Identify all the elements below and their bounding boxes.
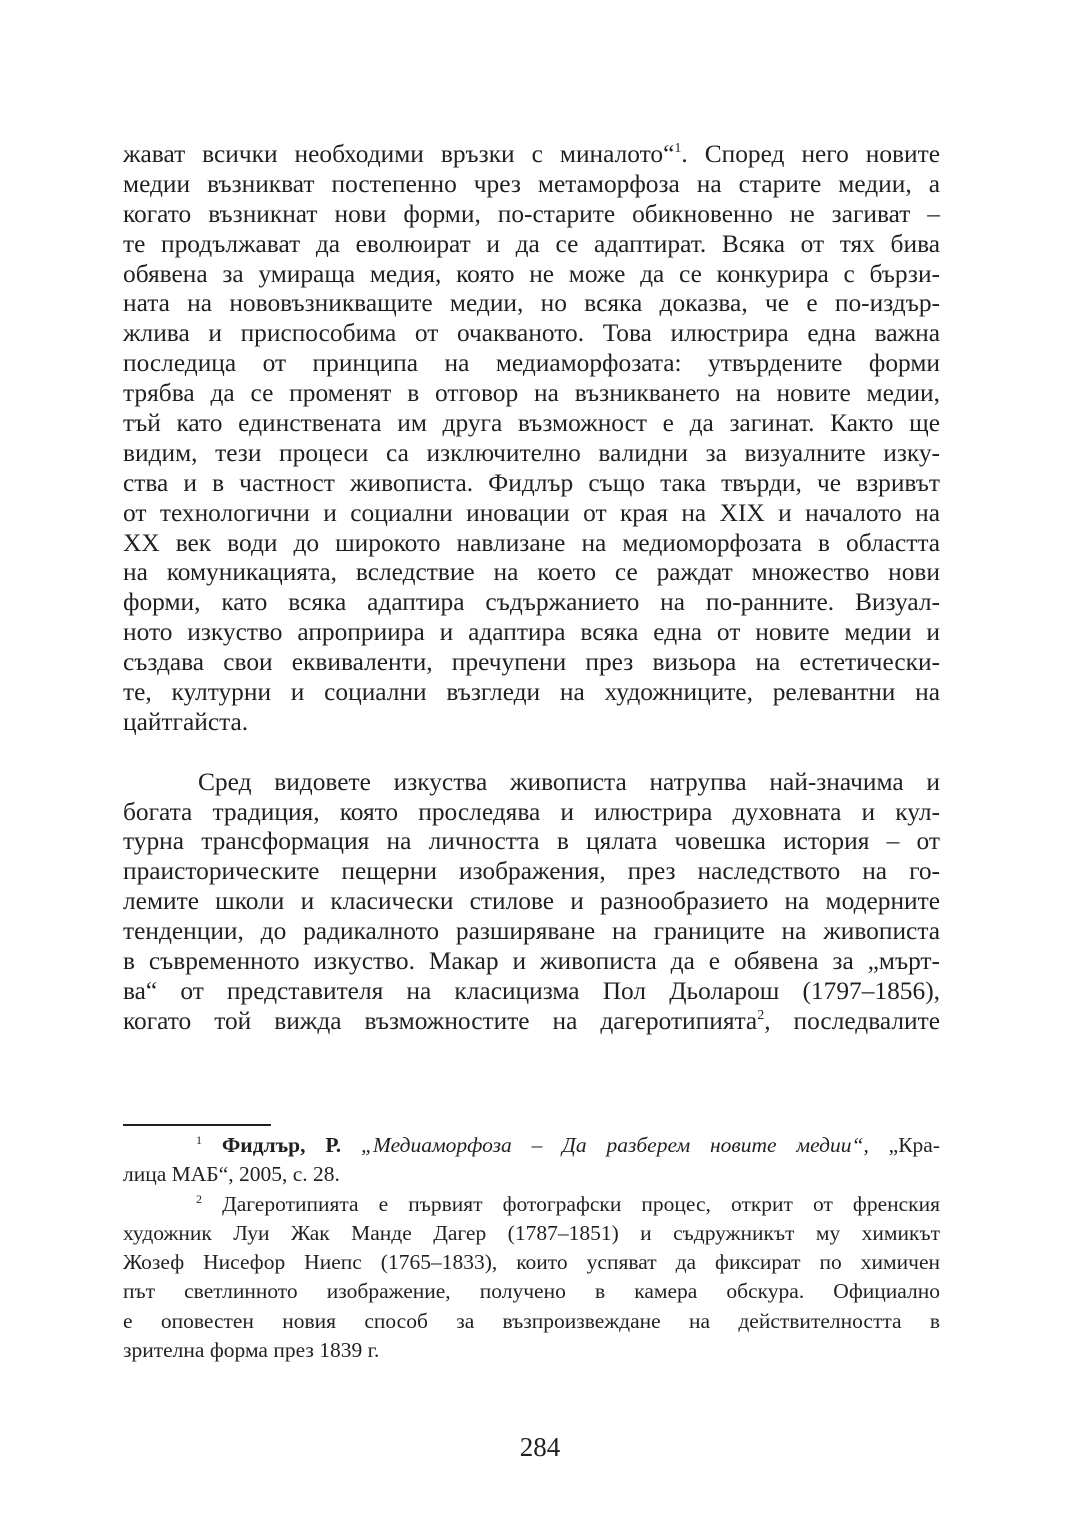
text-line: жават всички необходими връзки с миналото“$^1$. Според него новите — [123, 140, 940, 168]
footnote-ref: 2 — [757, 1007, 765, 1023]
text-line: лемите школи и класически стилове и разнообразието на модерните — [123, 887, 940, 916]
main-text — [123, 140, 940, 1037]
text-line: медии възникват постепенно чрез метаморфоза на старите медии, а — [123, 169, 940, 198]
text-line — [123, 738, 940, 768]
text-line: цайтгайста. — [123, 707, 249, 736]
text-line: те продължават да еволюират и да се адаптират. Всяка от тях бива — [123, 229, 940, 258]
text-line: тенденции, до радикалното разширяване на границите на живописта — [123, 917, 940, 946]
footnote-2: $^2$ Дагеротипията е първият фотографски процес, открит от френския — [196, 1191, 941, 1216]
footnote-ref: 1 — [674, 141, 682, 156]
text-line: тъй като единствената им друга възможност е да загинат. Както ще — [123, 409, 940, 438]
page-number: 284 — [519, 1432, 561, 1462]
footnote-1: $^1$ Фидлър, Р. „Медиаморфоза – Да разберем новите медии“, „Кра- — [196, 1133, 941, 1157]
text-line: когато той вижда възможностите на дагеротипията$^2$, последвалите — [123, 1006, 940, 1035]
text-line: от технологични и социални иновации от края на XIX и началото на — [123, 498, 940, 527]
footnotes — [123, 1131, 940, 1365]
footnote-line: е оповестен новия способ за възпроизвеждане на действителността в — [123, 1308, 940, 1333]
footnote-line: лица МАБ“, 2005, с. 28. — [123, 1162, 340, 1187]
text-line: ва“ от представителя на класицизма Пол Дьоларош (1797–1856), — [123, 976, 940, 1005]
text-line: Сред видовете изкуства живописта натрупва най-значима и — [198, 767, 940, 796]
text-line: жлива и приспособима от очакваното. Това илюстрира една важна — [123, 319, 940, 348]
text-line: видим, тези процеси са изключително валидни за визуалните изку- — [123, 438, 940, 467]
footnote-line: път светлинното изображение, получено в камера обскура. Официално — [123, 1279, 940, 1304]
text-line: създава свои еквиваленти, пречупени през визьора на естетически- — [123, 648, 940, 677]
text-line: форми, като всяка адаптира съдържанието на по-ранните. Визуал- — [123, 588, 940, 617]
footnote-line: зрителна форма през 1839 г. — [123, 1338, 380, 1363]
text-line: последица от принципа на медиаморфозата: утвърдените форми — [123, 349, 940, 378]
text-line: ната на нововъзникващите медии, но всяка доказва, че е по-издър- — [123, 289, 940, 318]
footnote-separator — [123, 1124, 271, 1126]
text-line: те, културни и социални възгледи на художниците, релевантни на — [123, 678, 940, 707]
footnote-author: Фидлър, Р. — [221, 1133, 342, 1157]
text-line: турна трансформация на личността в цялата човешка история – от — [123, 827, 940, 856]
text-line: трябва да се променят в отговор на възникването на новите медии, — [123, 379, 940, 408]
footnote-line: Жозеф Нисефор Ниепс (1765–1833), които успяват да фиксират по химичен — [123, 1250, 940, 1275]
text-line: на комуникацията, вследствие на което се раждат множество нови — [123, 558, 940, 587]
footnote-line: художник Луи Жак Манде Дагер (1787–1851) и съдружникът му химикът — [123, 1220, 940, 1245]
text-line: когато възникнат нови форми, по-старите обикновенно не загиват – — [123, 199, 940, 228]
text-line: ното изкуство апроприира и адаптира всяка една от новите медии и — [123, 618, 940, 647]
text-line: XX век води до широкото навлизане на медиоморфозата в областта — [123, 528, 940, 557]
text-line: праисторическите пещерни изображения, през наследството на го- — [123, 857, 940, 886]
text-line: богата традиция, която проследява и илюстрира духовната и кул- — [123, 797, 940, 826]
text-line: ства и в частност живописта. Фидлър също така твърди, че взривът — [123, 468, 940, 497]
footnote-title: „Медиаморфоза – Да разберем новите медии“ — [361, 1133, 864, 1157]
text-line: в съвременното изкуство. Макар и живописта да е обявена за „мърт- — [123, 947, 940, 976]
text-line: обявена за умираща медия, която не може да се конкурира с бързи- — [123, 259, 940, 288]
